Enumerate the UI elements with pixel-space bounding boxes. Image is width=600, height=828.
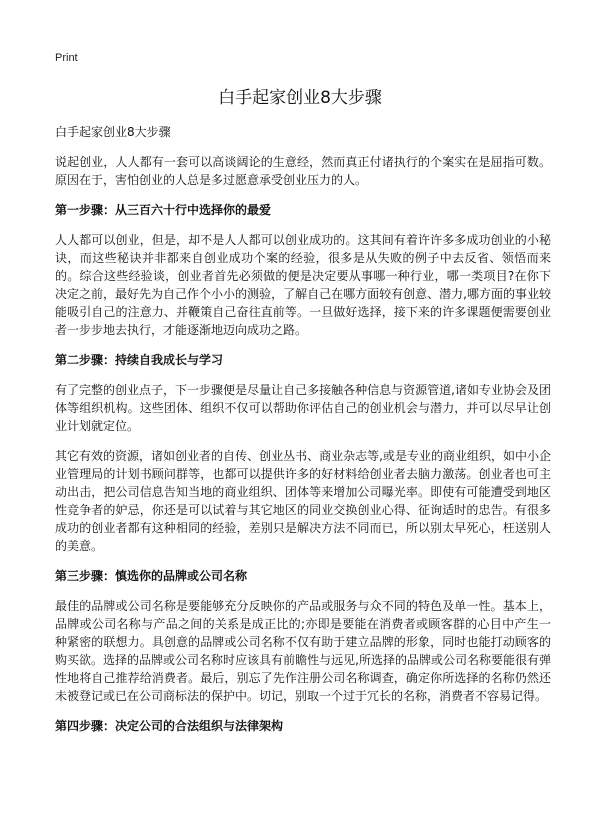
section-2-paragraph-2: 其它有效的资源，诸如创业者的自传、创业丛书、商业杂志等,或是专业的商业组织，如中小企业管理局的计划书顾问群等，也都可以提供许多的好材料给创业者去脑力激荡。创业者也可主动出击，把公司信息告知当地的商业组织、团体等来增加公司曝光率。即使有可能遭受到地区性竞争者的妒忌，你还是可以试着与其它地区的同业交换创业心得、征询适时的忠告。有很多成功的创业者都有这种相同的经验，差别只是解决方法不同而已，所以别太早死心，枉送别人的美意。: [55, 449, 551, 553]
page-title: 白手起家创业8大步骤: [218, 88, 382, 108]
section-heading-1: 第一步骤：从三百六十行中选择你的最爱: [55, 203, 272, 217]
article-subtitle: 白手起家创业8大步骤: [55, 125, 171, 139]
section-heading-4: 第四步骤：决定公司的合法组织与法律架构: [55, 719, 284, 733]
article-content: [55, 123, 551, 747]
section-heading-2: 第二步骤：持续自我成长与学习: [55, 353, 224, 367]
section-3-paragraph-1: 最佳的品牌或公司名称是要能够充分反映你的产品或服务与众不同的特色及单一性。基本上，品牌或公司名称与产品之间的关系是成正比的;亦即是要能在消费者或顾客群的心目中产生一种紧密的联想力。具创意的品牌或公司名称不仅有助于建立品牌的形象，同时也能打动顾客的购买欲。选择的品牌或公司名称时应该具有前瞻性与远见,所选择的品牌或公司名称要能很有弹性地将自己推荐给消费者。最后，别忘了先作注册公司名称调查，确定你所选择的名称仍然还未被登记或已在公司商标法的保护中。切记，别取一个过于冗长的名称，消费者不容易记得。: [55, 599, 551, 703]
section-2-paragraph-1: 有了完整的创业点子，下一步骤便是尽量让自己多接触各种信息与资源管道,诸如专业协会及团体等组织机构。这些团体、组织不仅可以帮助你评估自己的创业机会与潜力，并可以尽早让创业计划就定位。: [55, 383, 551, 433]
section-heading-3: 第三步骤：慎选你的品牌或公司名称: [55, 569, 248, 583]
section-1-paragraph-1: 人人都可以创业，但是，却不是人人都可以创业成功的。这其间有着许许多多成功创业的小秘诀，而这些秘诀并非都来自创业成功个案的经验，很多是从失败的例子中去反省、领悟而来的。综合这些经验谈，创业者首先必须做的便是决定要从事哪一种行业，哪一类项目?在你下决定之前，最好先为自己作个小小的测验，了解自己在哪方面较有创意、潜力,哪方面的事业较能吸引自己的注意力、并鞭策自己奋往直前等。一旦做好选择，接下来的许多课题便需要创业者一步步地去执行，才能逐渐地迈向成功之路。: [55, 233, 551, 337]
intro-paragraph: 说起创业，人人都有一套可以高谈阔论的生意经，然而真正付诸执行的个案实在是屈指可数。原因在于，害怕创业的人总是多过愿意承受创业压力的人。: [55, 155, 551, 187]
print-link[interactable]: Print: [55, 52, 78, 64]
